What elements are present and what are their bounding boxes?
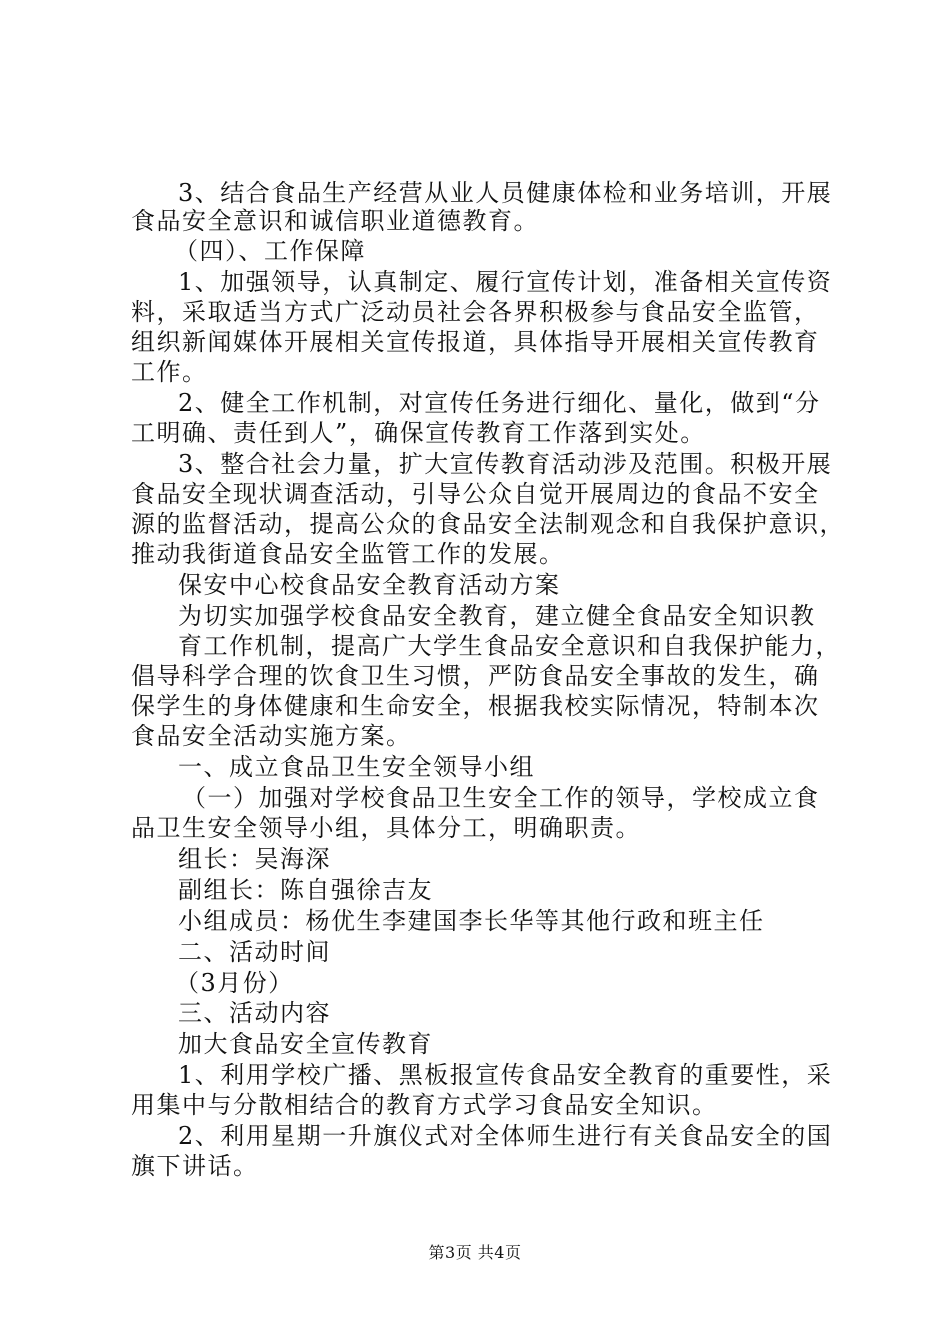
text-line: 为切实加强学校食品安全教育，建立健全食品安全知识教 [178, 602, 816, 630]
text-line: 推动我街道食品安全监管工作的发展。 [131, 540, 565, 568]
text-line: 用集中与分散相结合的教育方式学习食品安全知识。 [131, 1091, 718, 1119]
page-footer: 第3页 共4页 [428, 1243, 522, 1262]
text-line: 旗下讲话。 [131, 1152, 259, 1180]
text-line: 3、结合食品生产经营从业人员健康体检和业务培训，开展 [178, 179, 833, 207]
section-heading: 一、成立食品卫生安全领导小组 [178, 753, 535, 781]
text-line: 食品安全意识和诚信职业道德教育。 [131, 207, 539, 235]
text-line: 3、整合社会力量，扩大宣传教育活动涉及范围。积极开展 [178, 450, 833, 478]
text-line: 源的监督活动，提高公众的食品安全法制观念和自我保护意识， [131, 510, 845, 538]
document-title: 保安中心校食品安全教育活动方案 [178, 571, 561, 599]
section-heading: （四）、工作保障 [174, 237, 366, 265]
text-line: 1、加强领导，认真制定、履行宣传计划，准备相关宣传资 [178, 268, 833, 296]
text-line: 工明确、责任到人”，确保宣传教育工作落到实处。 [131, 419, 706, 447]
text-line: 1、利用学校广播、黑板报宣传食品安全教育的重要性，采 [178, 1061, 833, 1089]
text-line: 组织新闻媒体开展相关宣传报道，具体指导开展相关宣传教育 [131, 328, 820, 356]
text-line: 保学生的身体健康和生命安全，根据我校实际情况，特制本次 [131, 692, 820, 720]
text-line: 组长：吴海深 [178, 845, 331, 873]
text-line: 工作。 [131, 358, 208, 386]
text-line: （一）加强对学校食品卫生安全工作的领导，学校成立食 [182, 784, 820, 812]
text-line: 小组成员：杨优生李建国李长华等其他行政和班主任 [178, 907, 765, 935]
text-line: 料，采取适当方式广泛动员社会各界积极参与食品安全监管， [131, 298, 820, 326]
text-line: 副组长：陈自强徐吉友 [178, 876, 433, 904]
text-line: 品卫生安全领导小组，具体分工，明确职责。 [131, 814, 641, 842]
text-line: 倡导科学合理的饮食卫生习惯，严防食品安全事故的发生，确 [131, 662, 820, 690]
section-heading: 三、活动内容 [178, 999, 331, 1027]
text-line: 食品安全现状调查活动，引导公众自觉开展周边的食品不安全 [131, 480, 820, 508]
text-line: 2、健全工作机制，对宣传任务进行细化、量化，做到“分 [178, 389, 821, 417]
section-heading: 二、活动时间 [178, 938, 331, 966]
text-line: 加大食品安全宣传教育 [178, 1030, 433, 1058]
text-line: （3月份） [175, 969, 294, 997]
text-line: 育工作机制，提高广大学生食品安全意识和自我保护能力， [178, 632, 841, 660]
text-line: 2、利用星期一升旗仪式对全体师生进行有关食品安全的国 [178, 1122, 833, 1150]
text-line: 食品安全活动实施方案。 [131, 722, 412, 750]
